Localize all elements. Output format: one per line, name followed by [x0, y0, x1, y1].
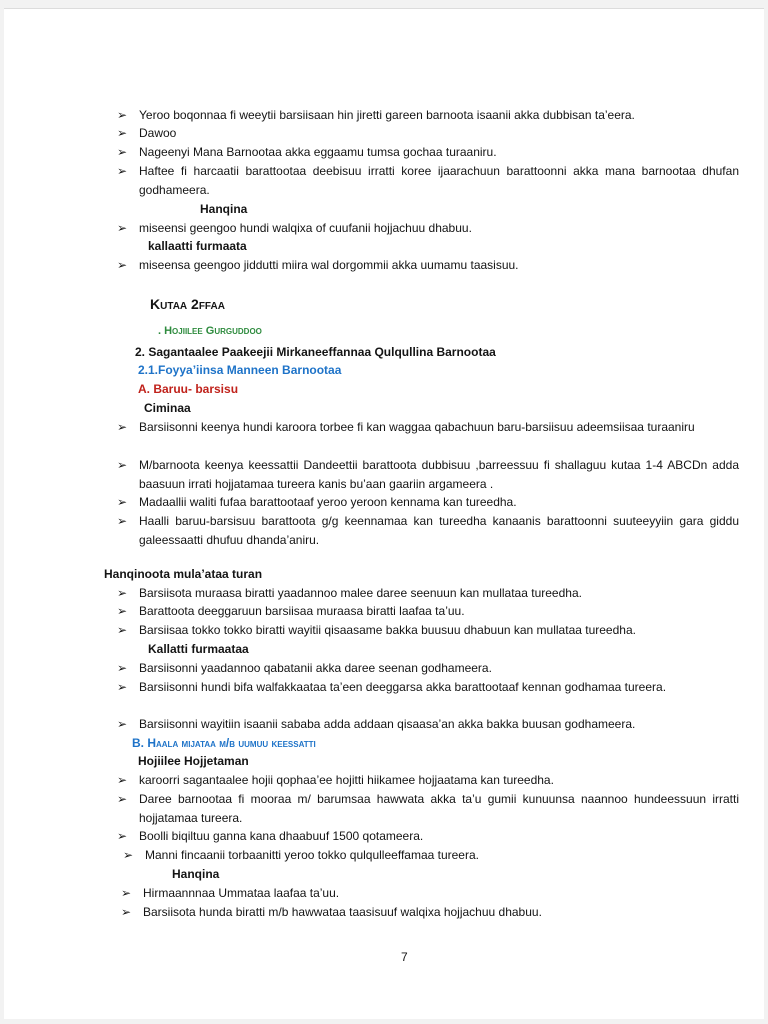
- list-item: ➢ karoorri sagantaalee hojii qophaa’ee hojitti hiikamee hojjaatama kan tureedha.: [117, 771, 739, 790]
- list-item: ➢ Barsiisota muraasa biratti yaadannoo malee daree seenuun kan mullataa tureedha.: [117, 584, 739, 603]
- list-item: ➢ Hirmaannnaa Ummataa laafaa ta’uu.: [121, 884, 739, 903]
- section-heading: kallaatti furmaata: [148, 239, 247, 253]
- section-title: 2. Sagantaalee Paakeejii Mirkaneeffannaa Qulqullina Barnootaa: [135, 345, 496, 359]
- list-item: ➢ Barsiisota hunda biratti m/b hawwataa taasisuuf walqixa hojjachuu dhabuu.: [121, 903, 739, 922]
- part-title: A. Baruu- barsisu: [138, 382, 239, 396]
- list-item: ➢ Nageenyi Mana Barnootaa akka eggaamu tumsa gochaa turaaniru.: [117, 143, 739, 162]
- list-item: ➢ Boolli biqiltuu ganna kana dhaabuuf 1500 qotameera.: [117, 827, 739, 846]
- list-item: ➢ M/barnoota keenya keessattii Dandeettii barattoota dubbisuu ,barreessuu fi shallaguu kutaa 1-4 ABCDn adda baasuun irrati hojjatamaa tureera kanis bu’aan gaariin argameera .: [117, 456, 739, 493]
- page-number: 7: [401, 950, 408, 964]
- section-heading: Hanqina: [172, 867, 220, 881]
- list-item: ➢ Haftee fi harcaatii barattootaa deebisuu irratti koree ijaarachuun barattoonni akka mana barnootaa dhufan godhameera.: [117, 162, 739, 199]
- subsection-title: 2.1.Foyya’iinsa Manneen Barnootaa: [138, 363, 342, 377]
- list-item: ➢ Barsiisonni wayitiin isaanii sababa adda addaan qisaasa’an akka bakka buusan godhameera.: [117, 715, 739, 734]
- document-page: [4, 8, 764, 1019]
- list-item: ➢ Madaallii waliti fufaa barattootaaf yeroo yeroon kennama kan tureedha.: [117, 493, 739, 512]
- part-title: B. Haala mijataa m/b uumuu keessatti: [132, 736, 316, 750]
- list-item: ➢ Yeroo boqonnaa fi weeytii barsiisaan hin jiretti gareen barnoota isaanii akka dubbisan ta’eera.: [117, 106, 739, 125]
- list-item: ➢ Daree barnootaa fi mooraa m/ barumsaa hawwata akka ta’u gumii kunuunsa naannoo hundeessuun irratti hojjatamaa tureera.: [117, 790, 739, 827]
- list-item: ➢ Manni fincaanii torbaanitti yeroo tokko qulqulleeffamaa tureera.: [123, 846, 739, 865]
- list-item: ➢ Barsiisonni yaadannoo qabatanii akka daree seenan godhameera.: [117, 659, 739, 678]
- section-heading: Hanqinoota mula’ataa turan: [104, 567, 263, 581]
- chapter-subtitle: . Hojiilee Gurguddoo: [158, 325, 262, 337]
- list-item: ➢ Haalli baruu-barsisuu barattoota g/g keennamaa kan tureedha kanaanis barattoonni suuteeyyiin gara giddu galeessaatti dhufuu dhanda’aniru.: [117, 512, 739, 549]
- section-heading: Hanqina: [200, 202, 248, 216]
- chapter-title: Kutaa 2ffaa: [150, 296, 225, 312]
- section-heading: Kallatti furmaataa: [148, 642, 249, 656]
- list-item: ➢ miseensa geengoo jiddutti miira wal dorgommii akka uumamu taasisuu.: [117, 256, 739, 275]
- list-item: ➢ Barsiisonni hundi bifa walfakkaataa ta’een deeggarsa akka barattootaaf kennan godhamaa tureera.: [117, 678, 739, 697]
- section-heading: Ciminaa: [144, 401, 191, 415]
- section-heading: Hojiilee Hojjetaman: [138, 754, 249, 768]
- list-item: ➢ Barattoota deeggaruun barsiisaa muraasa biratti laafaa ta’uu.: [117, 602, 739, 621]
- list-item: ➢ miseensi geengoo hundi walqixa of cuufanii hojjachuu dhabuu.: [117, 219, 739, 238]
- list-item: ➢ Barsiisonni keenya hundi karoora torbee fi kan waggaa qabachuun baru-barsiisuu adeemsiisaa turaaniru: [117, 418, 739, 437]
- list-item: ➢ Dawoo: [117, 124, 739, 143]
- list-item: ➢ Barsiisaa tokko tokko biratti wayitii qisaasame bakka buusuu dhabuun kan mullataa tureedha.: [117, 621, 739, 640]
